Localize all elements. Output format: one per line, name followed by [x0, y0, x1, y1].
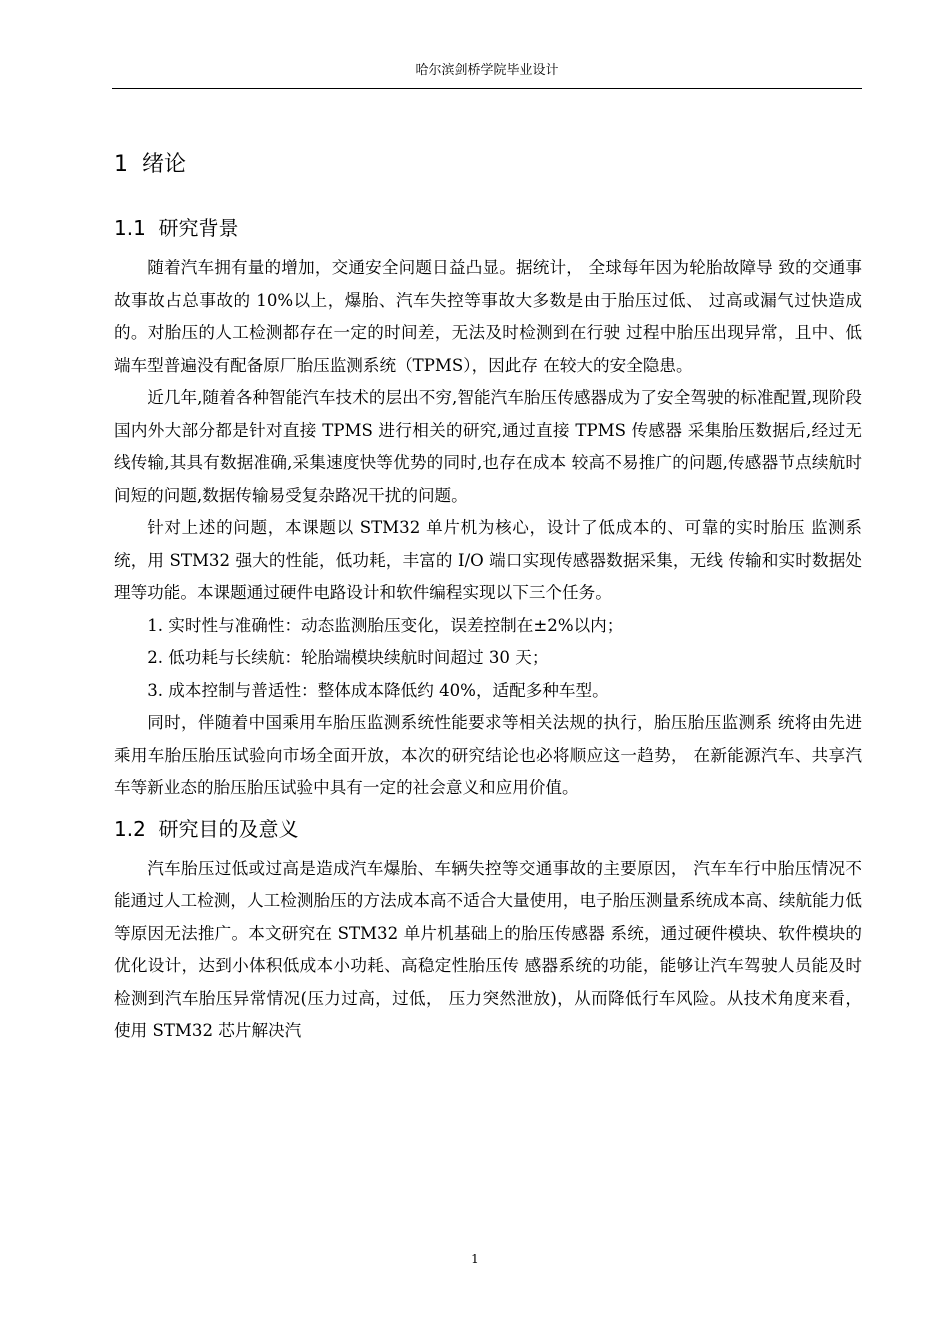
chapter-number: 1 — [114, 152, 128, 177]
list-item: 1. 实时性与准确性：动态监测胎压变化，误差控制在±2%以内； — [147, 615, 624, 635]
task-list — [114, 610, 862, 708]
paragraph: 汽车胎压过低或过高是造成汽车爆胎、车辆失控等交通事故的主要原因， 汽车车行中胎压情况不能通过人工检测，人工检测胎压的方法成本高不适合大量使用，电子胎压测量系统成本高、续航能力低等原因无法推广。本文研究在 STM32 单片机基础上的胎压传感器 系统，通过硬件模块、软件模块的优化设计，达到小体积低成本小功耗、高稳定性胎压传 感器系统的功能，能够让汽车驾驶人员能及时检测到汽车胎压异常情况(压力过高，过低， 压力突然泄放)，从而降低行车风险。从技术角度来看，使用 STM32 芯片解决汽 — [114, 858, 862, 1040]
paragraph: 同时，伴随着中国乘用车胎压监测系统性能要求等相关法规的执行，胎压胎压监测系 统将由先进乘用车胎压胎压试验向市场全面开放，本次的研究结论也必将顺应这一趋势， 在新能源汽车、共享汽车等新业态的胎压胎压试验中具有一定的社会意义和应用价值。 — [114, 713, 862, 797]
section-title: 研究目的及意义 — [158, 816, 299, 841]
chapter-heading — [114, 140, 862, 190]
paragraph: 随着汽车拥有量的增加，交通安全问题日益凸显。据统计， 全球每年因为轮胎故障导 致的交通事故事故占总事故的 10%以上，爆胎、汽车失控等事故大多数是由于胎压过低、 过高或漏气过快造成的。对胎压的人工检测都存在一定的时间差，无法及时检测到在行驶 过程中胎压出现异常，且中、低端车型普遍没有配备原厂胎压监测系统（TPMS），因此存 在较大的安全隐患。 — [114, 258, 862, 375]
page-number: 1 — [471, 1252, 479, 1266]
list-item: 3. 成本控制与普适性：整体成本降低约 40%，适配多种车型。 — [147, 680, 609, 700]
paragraph: 近几年,随着各种智能汽车技术的层出不穷,智能汽车胎压传感器成为了安全驾驶的标准配置,现阶段国内外大部分都是针对直接 TPMS 进行相关的研究,通过直接 TPMS 传感器 采集胎压数据后,经过无线传输,其具有数据准确,采集速度快等优势的同时,也存在成本 较高不易推广的问题,传感器节点续航时间短的问题,数据传输易受复杂路况干扰的问题。 — [114, 388, 862, 505]
paragraph: 针对上述的问题，本课题以 STM32 单片机为核心，设计了低成本的、可靠的实时胎压 监测系统，用 STM32 强大的性能，低功耗，丰富的 I/O 端口实现传感器数据采集，无线 传输和实时数据处理等功能。本课题通过硬件电路设计和软件编程实现以下三个任务。 — [114, 518, 862, 602]
section-heading-1-1 — [114, 206, 862, 250]
section-number: 1.1 — [114, 216, 146, 240]
list-item: 2. 低功耗与长续航：轮胎端模块续航时间超过 30 天； — [147, 648, 549, 667]
section-title: 研究背景 — [158, 216, 239, 240]
section-number: 1.2 — [114, 816, 146, 841]
header-title: 哈尔滨剑桥学院毕业设计 — [415, 63, 559, 78]
section-heading-1-2 — [114, 807, 862, 851]
chapter-title: 绪论 — [142, 152, 187, 177]
page-content — [114, 140, 862, 1048]
page-header — [112, 62, 862, 89]
